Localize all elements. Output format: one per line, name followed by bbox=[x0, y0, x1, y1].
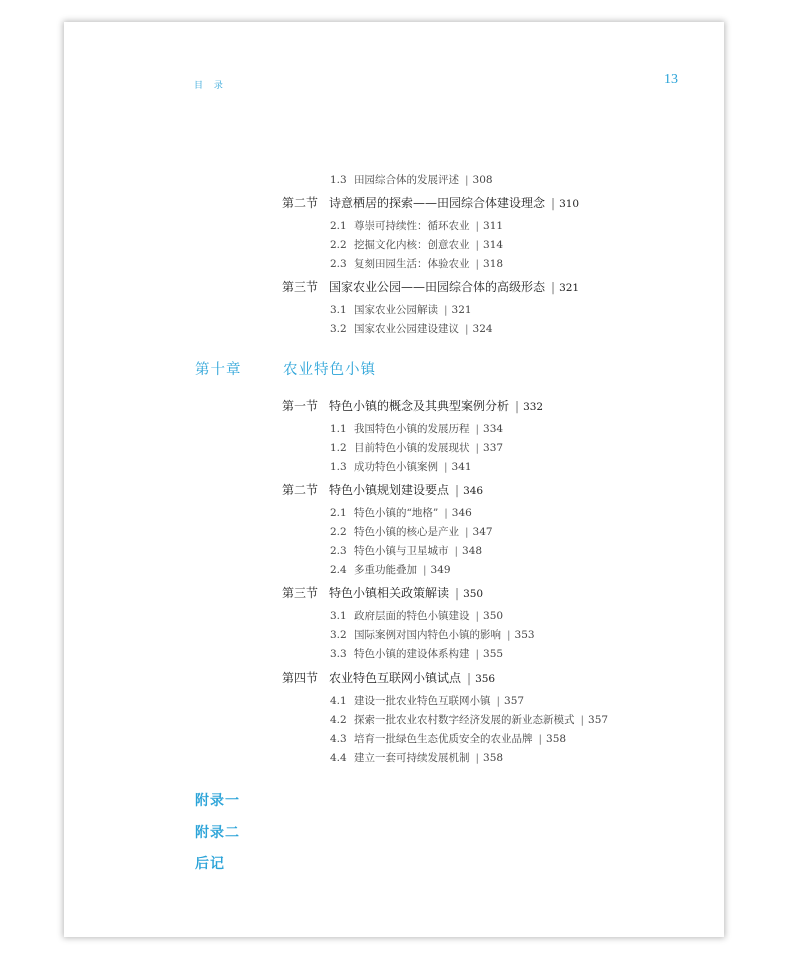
toc-subentry: 1.3 田园综合体的发展评述 | 308 bbox=[330, 174, 493, 186]
toc-subentry: 3.1 政府层面的特色小镇建设 | 350 bbox=[330, 610, 504, 622]
toc-subentry: 3.1 国家农业公园解读 | 321 bbox=[330, 304, 472, 316]
toc-subentry: 2.3 特色小镇与卫星城市 | 348 bbox=[330, 545, 483, 557]
toc-subentry: 1.2 目前特色小镇的发展现状 | 337 bbox=[330, 442, 504, 454]
book-page bbox=[64, 22, 724, 937]
toc-section: 第二节 诗意栖居的探索——田园综合体建设理念 | 310 bbox=[282, 196, 580, 210]
chapter-label: 第十章 bbox=[195, 362, 242, 378]
toc-subentry: 2.3 复刻田园生活：体验农业 | 318 bbox=[330, 258, 504, 270]
toc-subentry: 2.4 多重功能叠加 | 349 bbox=[330, 564, 451, 576]
afterword: 后记 bbox=[195, 856, 225, 872]
toc-subentry: 1.3 成功特色小镇案例 | 341 bbox=[330, 461, 472, 473]
toc-subentry: 3.2 国际案例对国内特色小镇的影响 | 353 bbox=[330, 629, 535, 641]
toc-subentry: 4.2 探索一批农业农村数字经济发展的新业态新模式 | 357 bbox=[330, 714, 609, 726]
toc-section: 第三节 特色小镇相关政策解读 | 350 bbox=[282, 586, 484, 600]
toc-subentry: 2.2 特色小镇的核心是产业 | 347 bbox=[330, 526, 493, 538]
toc-section: 第一节 特色小镇的概念及其典型案例分析 | 332 bbox=[282, 399, 544, 413]
chapter-title: 农业特色小镇 bbox=[283, 362, 376, 378]
toc-section: 第四节 农业特色互联网小镇试点 | 356 bbox=[282, 671, 496, 685]
toc-subentry: 3.2 国家农业公园建设建议 | 324 bbox=[330, 323, 493, 335]
toc-subentry: 4.4 建立一套可持续发展机制 | 358 bbox=[330, 752, 504, 764]
page-number: 13 bbox=[664, 72, 678, 87]
appendix-two: 附录二 bbox=[195, 825, 240, 841]
appendix-one: 附录一 bbox=[195, 793, 240, 809]
toc-subentry: 2.1 特色小镇的“地格” | 346 bbox=[330, 507, 472, 519]
toc-subentry: 2.1 尊崇可持续性：循环农业 | 311 bbox=[330, 220, 504, 232]
running-head: 目 录 bbox=[194, 81, 227, 91]
toc-section: 第三节 国家农业公园——田园综合体的高级形态 | 321 bbox=[282, 280, 580, 294]
toc-subentry: 4.1 建设一批农业特色互联网小镇 | 357 bbox=[330, 695, 525, 707]
toc-subentry: 1.1 我国特色小镇的发展历程 | 334 bbox=[330, 423, 504, 435]
toc-subentry: 4.3 培育一批绿色生态优质安全的农业品牌 | 358 bbox=[330, 733, 567, 745]
toc-subentry: 3.3 特色小镇的建设体系构建 | 355 bbox=[330, 648, 504, 660]
toc-section: 第二节 特色小镇规划建设要点 | 346 bbox=[282, 483, 484, 497]
toc-subentry: 2.2 挖掘文化内核：创意农业 | 314 bbox=[330, 239, 504, 251]
